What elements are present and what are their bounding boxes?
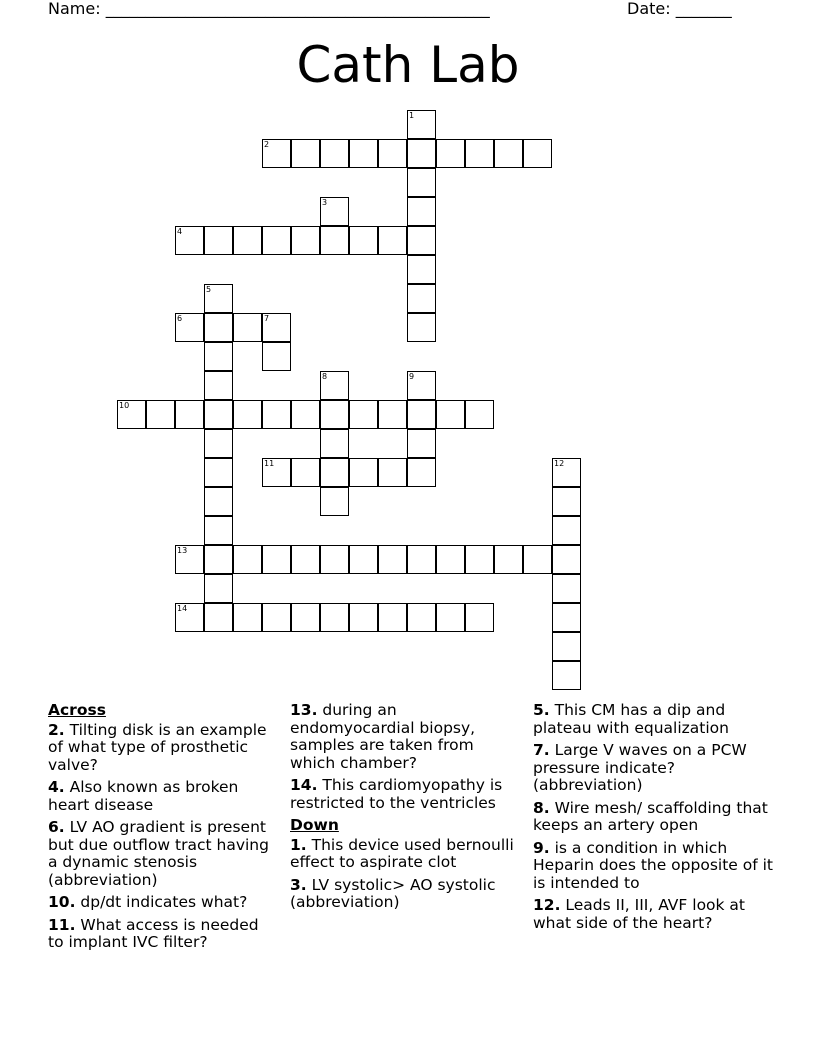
grid-cell[interactable] xyxy=(204,371,233,400)
grid-cell[interactable] xyxy=(233,400,262,429)
grid-cell[interactable] xyxy=(320,197,349,226)
grid-cell[interactable] xyxy=(436,400,465,429)
grid-cell[interactable] xyxy=(552,632,581,661)
clue-number: 11 xyxy=(264,459,275,468)
clue-number: 11. xyxy=(48,915,76,934)
grid-cell[interactable] xyxy=(175,400,204,429)
clue-number: 1. xyxy=(290,835,307,854)
grid-cell[interactable] xyxy=(465,400,494,429)
grid-cell[interactable] xyxy=(407,255,436,284)
grid-cell[interactable] xyxy=(523,139,552,168)
grid-cell[interactable] xyxy=(262,545,291,574)
clue-text: LV systolic> AO systolic (abbreviation) xyxy=(290,875,496,911)
across-clue-list xyxy=(48,722,276,952)
grid-cell[interactable] xyxy=(175,226,204,255)
grid-cell[interactable] xyxy=(523,545,552,574)
clue-text: Large V waves on a PCW pressure indicate? (abbreviation) xyxy=(533,741,747,794)
grid-cell[interactable] xyxy=(407,313,436,342)
grid-cell[interactable] xyxy=(407,110,436,139)
clue-number: 7. xyxy=(533,741,550,759)
grid-cell[interactable] xyxy=(204,284,233,313)
page-title: Cath Lab xyxy=(296,36,520,94)
grid-cell[interactable] xyxy=(204,342,233,371)
grid-cell[interactable] xyxy=(233,603,262,632)
grid-cell[interactable] xyxy=(407,603,436,632)
grid-cell[interactable] xyxy=(407,458,436,487)
grid-cell[interactable] xyxy=(349,139,378,168)
grid-cell[interactable] xyxy=(204,400,233,429)
clue xyxy=(48,917,276,952)
clue xyxy=(533,897,773,932)
grid-cell[interactable] xyxy=(262,603,291,632)
clue xyxy=(48,894,276,912)
grid-cell[interactable] xyxy=(494,545,523,574)
grid-cell[interactable] xyxy=(436,139,465,168)
grid-cell[interactable] xyxy=(407,139,436,168)
across-clue-list-continued xyxy=(290,702,522,812)
grid-cell[interactable] xyxy=(349,545,378,574)
clue-text: This cardiomyopathy is restricted to the ventricles xyxy=(290,776,503,812)
grid-cell[interactable] xyxy=(378,139,407,168)
grid-cell[interactable] xyxy=(291,226,320,255)
clue xyxy=(48,722,276,775)
grid-cell[interactable] xyxy=(204,545,233,574)
grid-cell[interactable] xyxy=(320,603,349,632)
grid-cell[interactable] xyxy=(378,226,407,255)
grid-cell[interactable] xyxy=(552,661,581,690)
grid-cell[interactable] xyxy=(117,400,146,429)
clue-number: 12. xyxy=(533,896,561,914)
clue-number: 8 xyxy=(322,372,328,381)
name-label: Name: xyxy=(48,0,101,18)
grid-cell[interactable] xyxy=(436,603,465,632)
grid-cell[interactable] xyxy=(204,574,233,603)
clue-number: 6 xyxy=(177,314,183,323)
clue-number: 9 xyxy=(409,372,415,381)
clue-number: 1 xyxy=(409,111,415,120)
grid-cell[interactable] xyxy=(320,429,349,458)
grid-cell[interactable] xyxy=(204,603,233,632)
clue-number: 5. xyxy=(533,701,550,719)
clue-number: 6. xyxy=(48,818,65,836)
clue xyxy=(533,840,773,893)
clue-column-2 xyxy=(290,702,522,917)
grid-cell[interactable] xyxy=(320,226,349,255)
grid-cell[interactable] xyxy=(378,545,407,574)
grid-cell[interactable] xyxy=(204,487,233,516)
name-line[interactable]: ________________________________________________ xyxy=(105,0,490,18)
clue xyxy=(290,777,522,812)
clue xyxy=(290,702,522,772)
clue-number: 3. xyxy=(290,875,307,894)
clue-number: 4. xyxy=(48,778,65,796)
grid-cell[interactable] xyxy=(552,545,581,574)
clue-number: 3 xyxy=(322,198,328,207)
grid-cell[interactable] xyxy=(407,197,436,226)
clue xyxy=(533,800,773,835)
grid-cell[interactable] xyxy=(233,545,262,574)
clue-text: Tilting disk is an example of what type of prosthetic valve? xyxy=(48,720,267,774)
grid-cell[interactable] xyxy=(204,226,233,255)
grid-cell[interactable] xyxy=(262,342,291,371)
clue xyxy=(290,837,522,872)
grid-cell[interactable] xyxy=(552,574,581,603)
clue xyxy=(533,702,773,737)
grid-cell[interactable] xyxy=(349,226,378,255)
grid-cell[interactable] xyxy=(378,458,407,487)
grid-cell[interactable] xyxy=(262,458,291,487)
across-heading: Across xyxy=(48,701,106,719)
grid-cell[interactable] xyxy=(407,168,436,197)
grid-cell[interactable] xyxy=(320,400,349,429)
clue-number: 5 xyxy=(206,285,212,294)
grid-cell[interactable] xyxy=(320,139,349,168)
grid-cell[interactable] xyxy=(378,603,407,632)
grid-cell[interactable] xyxy=(291,139,320,168)
grid-cell[interactable] xyxy=(465,545,494,574)
down-clue-list xyxy=(290,837,522,912)
clue-number: 14. xyxy=(290,776,318,794)
clue-text: Wire mesh/ scaffolding that keeps an artery open xyxy=(533,798,768,834)
grid-cell[interactable] xyxy=(407,284,436,313)
grid-cell[interactable] xyxy=(436,545,465,574)
clue-text: is a condition in which Heparin does the opposite of it is intended to xyxy=(533,838,774,892)
grid-cell[interactable] xyxy=(320,458,349,487)
clue xyxy=(290,877,522,912)
clue-column-3 xyxy=(533,702,773,937)
clue-number: 10. xyxy=(48,893,76,911)
grid-cell[interactable] xyxy=(291,458,320,487)
grid-cell[interactable] xyxy=(204,429,233,458)
grid-cell[interactable] xyxy=(407,400,436,429)
grid-cell[interactable] xyxy=(349,603,378,632)
down-clue-list-continued xyxy=(533,702,773,932)
grid-cell[interactable] xyxy=(262,139,291,168)
clue-text: What access is needed to implant IVC filter? xyxy=(48,915,259,951)
clue-number: 13 xyxy=(177,546,188,555)
grid-cell[interactable] xyxy=(407,371,436,400)
clue-number: 8. xyxy=(533,798,550,817)
clue-number: 4 xyxy=(177,227,183,236)
clue-text: Also known as broken heart disease xyxy=(48,778,239,814)
grid-cell[interactable] xyxy=(233,226,262,255)
grid-cell[interactable] xyxy=(552,516,581,545)
clue-text: Leads II, III, AVF look at what side of the heart? xyxy=(533,896,746,932)
clue-number: 2. xyxy=(48,720,65,739)
grid-cell[interactable] xyxy=(407,429,436,458)
grid-cell[interactable] xyxy=(349,458,378,487)
clue-text: LV AO gradient is present but due outflow tract having a dynamic stenosis (abbreviation) xyxy=(48,818,269,889)
clue xyxy=(533,742,773,795)
grid-cell[interactable] xyxy=(291,603,320,632)
grid-cell[interactable] xyxy=(407,226,436,255)
clue-number: 13. xyxy=(290,701,318,719)
grid-cell[interactable] xyxy=(320,545,349,574)
clue-number: 2 xyxy=(264,140,270,149)
clue-number: 9. xyxy=(533,838,550,857)
grid-cell[interactable] xyxy=(175,603,204,632)
grid-cell[interactable] xyxy=(552,458,581,487)
grid-cell[interactable] xyxy=(465,139,494,168)
grid-cell[interactable] xyxy=(146,400,175,429)
grid-cell[interactable] xyxy=(320,487,349,516)
clue-number: 12 xyxy=(554,459,565,468)
grid-cell[interactable] xyxy=(320,371,349,400)
clue-number: 14 xyxy=(177,604,188,613)
grid-cell[interactable] xyxy=(262,226,291,255)
grid-cell[interactable] xyxy=(465,603,494,632)
clue-text: during an endomyocardial biopsy, samples are taken from which chamber? xyxy=(290,701,476,772)
grid-cell[interactable] xyxy=(204,516,233,545)
clue-text: dp/dt indicates what? xyxy=(75,893,248,911)
grid-cell[interactable] xyxy=(233,313,262,342)
clue xyxy=(48,779,276,814)
clue-text: This device used bernoulli effect to aspirate clot xyxy=(290,835,514,871)
clue xyxy=(48,819,276,889)
down-heading: Down xyxy=(290,816,339,834)
grid-cell[interactable] xyxy=(204,458,233,487)
grid-cell[interactable] xyxy=(175,313,204,342)
date-line[interactable]: _______ xyxy=(675,0,732,18)
clue-number: 7 xyxy=(264,314,270,323)
clue-number: 10 xyxy=(119,401,130,410)
grid-cell[interactable] xyxy=(204,313,233,342)
grid-cell[interactable] xyxy=(175,545,204,574)
grid-cell[interactable] xyxy=(552,487,581,516)
clue-text: This CM has a dip and plateau with equalization xyxy=(533,701,729,737)
grid-cell[interactable] xyxy=(378,400,407,429)
grid-cell[interactable] xyxy=(291,400,320,429)
grid-cell[interactable] xyxy=(407,545,436,574)
grid-cell[interactable] xyxy=(349,400,378,429)
grid-cell[interactable] xyxy=(494,139,523,168)
grid-cell[interactable] xyxy=(262,313,291,342)
grid-cell[interactable] xyxy=(291,545,320,574)
clue-column-1 xyxy=(48,702,276,957)
grid-cell[interactable] xyxy=(262,400,291,429)
date-label: Date: xyxy=(627,0,671,18)
grid-cell[interactable] xyxy=(552,603,581,632)
